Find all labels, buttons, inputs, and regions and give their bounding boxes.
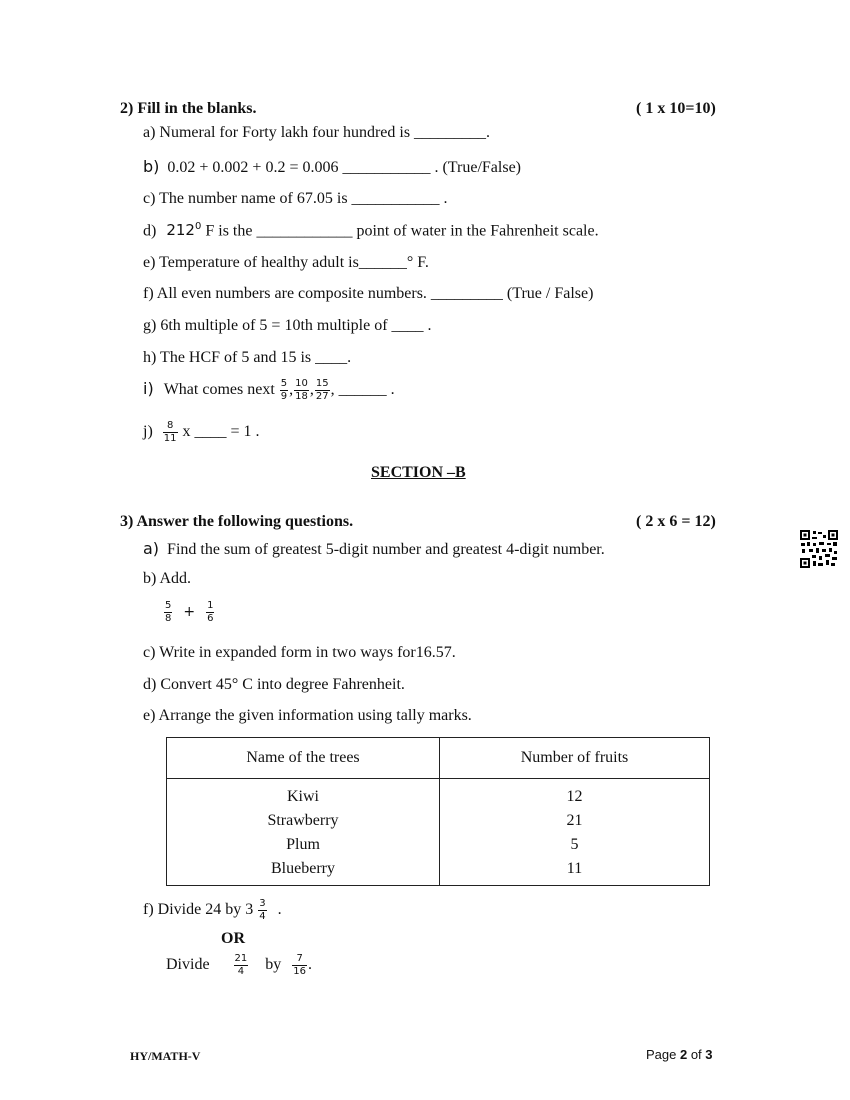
q2-d-text: F is the ____________ point of water in the Fahrenheit scale.	[201, 222, 599, 240]
q2-item-j	[143, 420, 260, 445]
q3-f2-end: .	[308, 956, 313, 974]
q2-b-text: 0.02 + 0.002 + 0.2 = 0.006 ___________ . (True/False)	[167, 159, 521, 176]
fraction: $\frac{8}{11}$	[163, 420, 177, 444]
table-cell-fruits: 12 21 5 11	[440, 779, 710, 886]
q3-f-text: f) Divide 24 by 3	[143, 901, 254, 919]
fraction: $\frac{5}{9}$	[280, 378, 288, 402]
q3-title: 3) Answer the following questions.	[120, 513, 354, 530]
q3-item-b: b) Add.	[143, 570, 191, 587]
q2-item-c: c) The number name of 67.05 is ___________ .	[143, 190, 448, 207]
q2-item-i: i) What comes next $\frac{5}{9}$ , $\frac{10}{18}$ , $\frac{15}{27}$ , ______ .	[143, 378, 395, 402]
qr-code	[800, 530, 838, 568]
q2-item-b	[143, 157, 521, 177]
table-cell-trees: Kiwi Strawberry Plum Blueberry	[167, 779, 440, 886]
q2-i-tail: , ______ .	[330, 381, 395, 399]
q2-item-g: g) 6th multiple of 5 = 10th multiple of ____ .	[143, 317, 432, 334]
q2-d-label: d)	[143, 222, 157, 240]
fruits-table	[166, 737, 710, 886]
q3-item-a	[143, 539, 605, 559]
table-header: Number of fruits	[440, 738, 710, 779]
q2-d-num: 212	[166, 221, 195, 240]
q3-item-f	[143, 898, 282, 923]
footer-code: HY/MATH-V	[130, 1049, 201, 1063]
q2-i-label: i)	[143, 379, 154, 399]
or-label: OR	[221, 930, 245, 947]
fraction: $\frac{1}{6}$	[207, 600, 214, 624]
q3-a-text: Find the sum of greatest 5-digit number and greatest 4-digit number.	[167, 541, 605, 558]
q3-f2-by: by	[265, 956, 282, 974]
q2-j-text: x ____ = 1 .	[178, 423, 260, 441]
q3-item-c: c) Write in expanded form in two ways for16.57.	[143, 644, 456, 661]
q3-f-end: .	[273, 901, 282, 919]
q2-i-text: What comes next	[163, 381, 275, 399]
table-header: Name of the trees	[167, 738, 440, 779]
q3-item-f-alt	[166, 953, 312, 978]
q3-marks: ( 2 x 6 = 12)	[636, 513, 716, 530]
fraction: $\frac{7}{16}$	[293, 953, 307, 977]
q2-j-label: j)	[143, 423, 153, 441]
q3-item-d: d) Convert 45° C into degree Fahrenheit.	[143, 676, 405, 693]
q2-d-sup: 0	[194, 221, 202, 232]
q2-b-label: b)	[143, 157, 160, 176]
page-number: Page 2 of 3	[646, 1047, 713, 1062]
fraction: $\frac{10}{18}$	[295, 378, 308, 402]
q2-item-h: h) The HCF of 5 and 15 is ____.	[143, 349, 352, 366]
table-row	[167, 779, 710, 886]
table-header-row	[167, 738, 710, 779]
q2-item-a: a) Numeral for Forty lakh four hundred is _________.	[143, 124, 491, 141]
q2-item-d	[143, 221, 599, 240]
q2-title: 2) Fill in the blanks.	[120, 100, 257, 117]
fraction: $\frac{15}{27}$	[315, 378, 329, 402]
section-b-heading: SECTION –B	[371, 464, 466, 481]
q2-item-e: e) Temperature of healthy adult is______° F.	[143, 254, 429, 271]
q2-marks: ( 1 x 10=10)	[636, 100, 716, 117]
q3-f2-text: Divide	[166, 956, 210, 974]
q3-a-label: a)	[143, 539, 160, 558]
fraction: $\frac{5}{8}$	[165, 600, 172, 624]
q2-item-f: f) All even numbers are composite numbers. _________ (True / False)	[143, 285, 594, 302]
fraction: $\frac{21}{4}$	[234, 953, 248, 977]
plus-sign: +	[183, 604, 196, 621]
q3-b-expression	[163, 600, 215, 625]
q3-item-e: e) Arrange the given information using tally marks.	[143, 707, 472, 724]
fraction: $\frac{3}{4}$	[259, 898, 266, 922]
